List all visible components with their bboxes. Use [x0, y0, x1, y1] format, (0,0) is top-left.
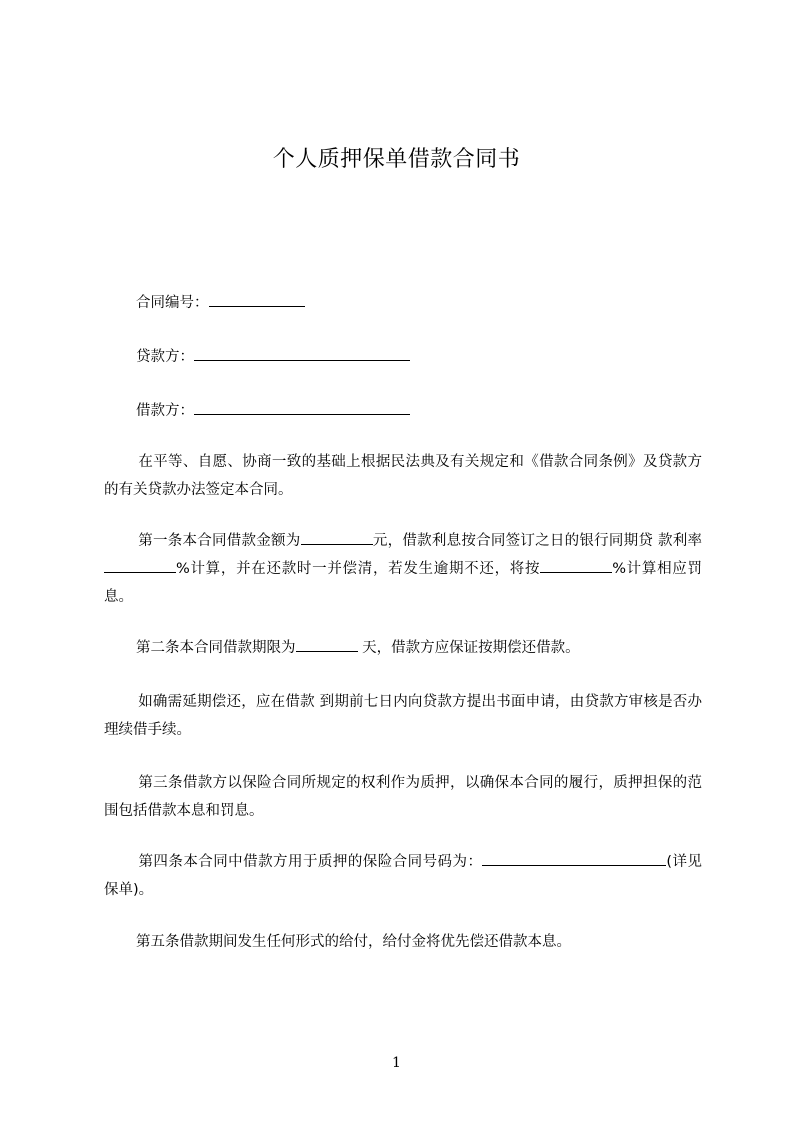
policy-number-blank [482, 850, 666, 866]
interest-rate-blank [104, 557, 176, 573]
borrower-blank [194, 399, 410, 415]
loan-amount-blank [301, 529, 373, 545]
lender-label: 贷款方： [136, 349, 194, 365]
article-1-text-a: 第一条本合同借款金额为 [138, 533, 301, 549]
article-1-text-b: 元，借款利息按合同签订之日的银行同期贷 款利率 [372, 533, 703, 549]
penalty-rate-blank [540, 557, 612, 573]
article-4-paragraph [104, 848, 702, 904]
preamble-text: 在平等、自愿、协商一致的基础上根据民法典及有关规定和《借款合同条例》及贷款方的有关贷款办法签定本合同。 [104, 454, 702, 498]
article-4-text-b: (详见保单)。 [104, 854, 702, 898]
lender-field [136, 345, 410, 367]
extension-text: 如确需延期偿还，应在借款 到期前七日内向贷款方提出书面申请，由贷款方审核是否办理续借手续。 [104, 694, 702, 738]
article-3-paragraph [104, 769, 702, 825]
article-5-text: 第五条借款期间发生任何形式的给付，给付金将优先偿还借款本息。 [136, 934, 571, 950]
extension-paragraph [104, 688, 702, 744]
article-1-text-c: %计算，并在还款时一并偿清，若发生逾期不还，将按 [176, 561, 541, 577]
article-1-text-d: %计算相应罚息。 [104, 561, 703, 605]
article-2-paragraph [136, 634, 702, 662]
article-2-text-a: 第二条本合同借款期限为 [136, 640, 296, 656]
contract-number-label: 合同编号： [136, 295, 209, 311]
borrower-label: 借款方： [136, 403, 194, 419]
lender-blank [194, 345, 410, 361]
document-title: 个人质押保单借款合同书 [272, 147, 521, 172]
loan-term-blank [296, 636, 358, 652]
article-1-paragraph [104, 527, 702, 611]
article-2-text-b: 天，借款方应保证按期偿还借款。 [357, 640, 580, 656]
contract-number-blank [209, 291, 305, 307]
article-3-text: 第三条借款方以保险合同所规定的权利作为质押，以确保本合同的履行，质押担保的范围包括借款本息和罚息。 [104, 775, 702, 819]
article-5-paragraph [136, 928, 702, 956]
borrower-field [136, 399, 410, 421]
page-number: 1 [392, 1055, 401, 1071]
preamble-paragraph [104, 448, 702, 504]
contract-number-field [136, 291, 305, 313]
article-4-text-a: 第四条本合同中借款方用于质押的保险合同号码为： [138, 854, 483, 870]
